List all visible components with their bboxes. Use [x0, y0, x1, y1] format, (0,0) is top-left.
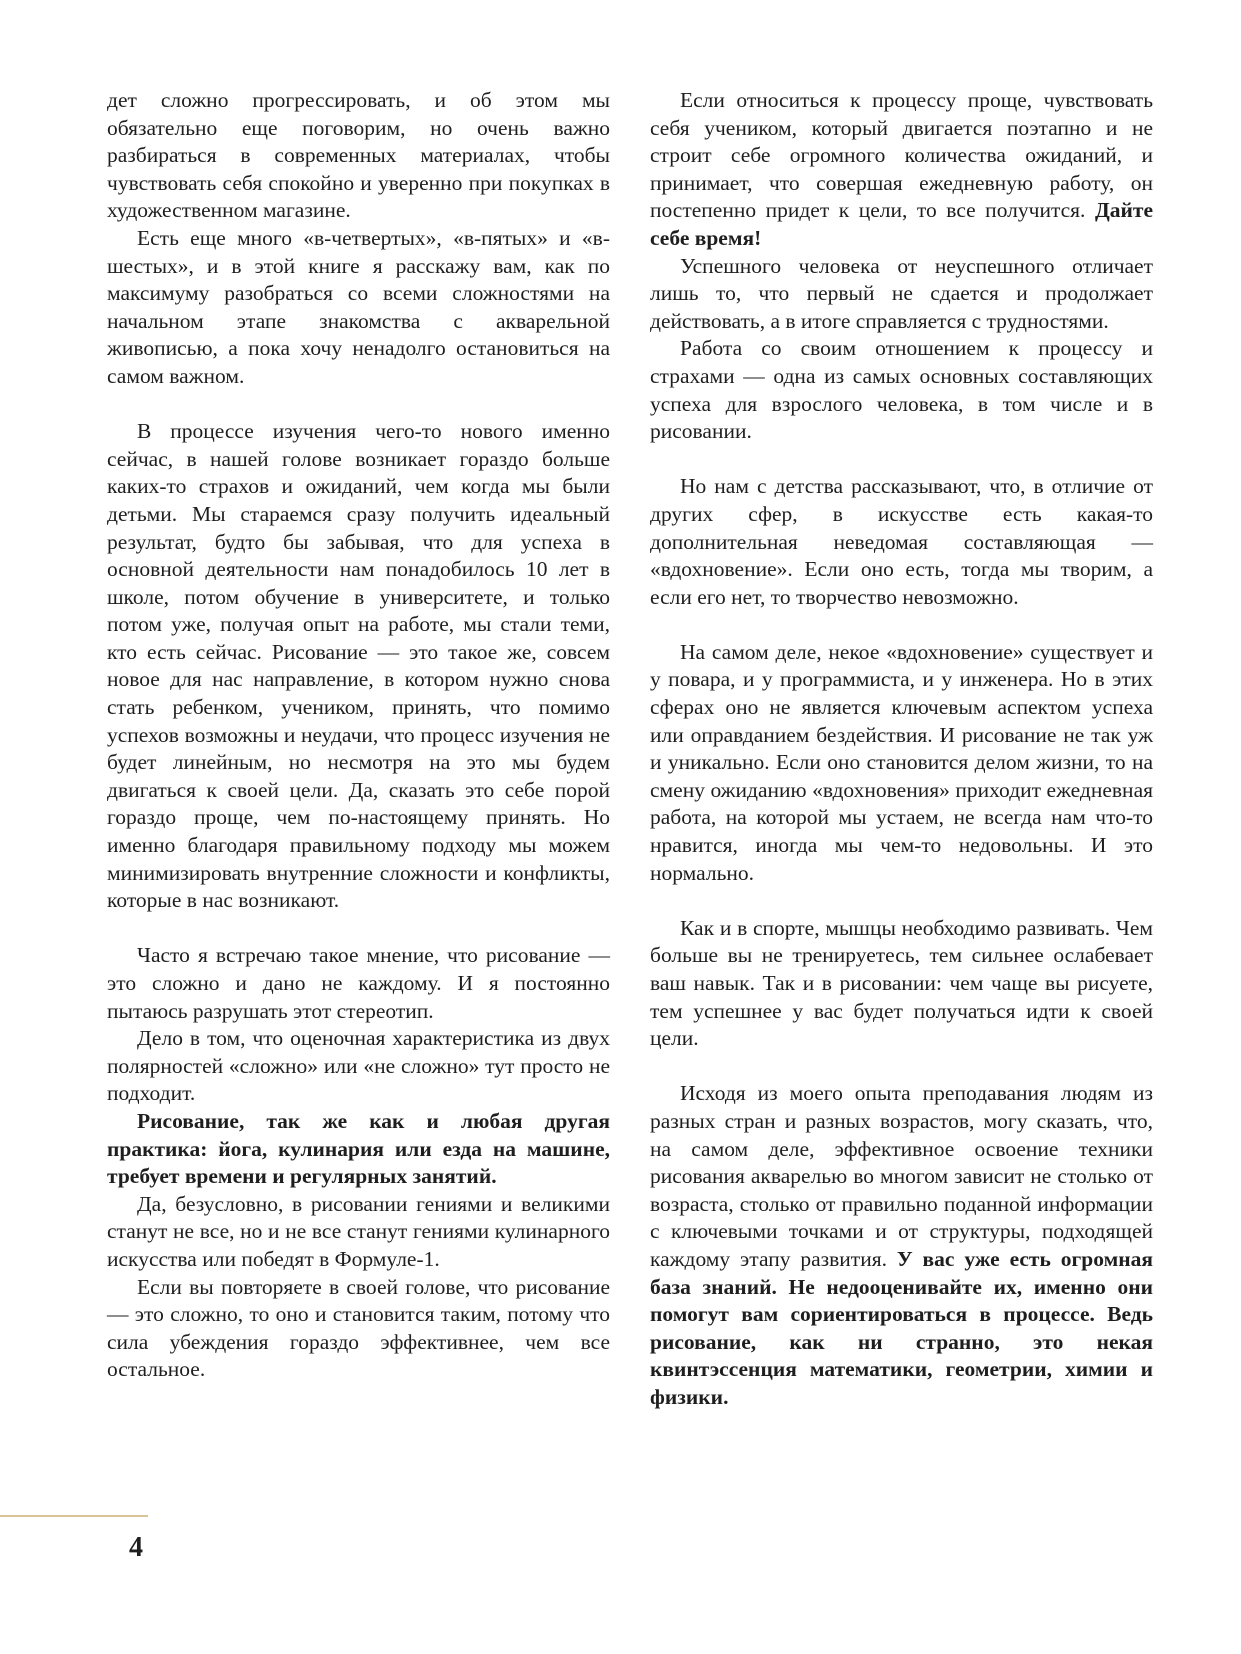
paragraph: Как и в спорте, мышцы необходимо развивать. Чем больше вы не тренируетесь, тем сильнее ослабевает ваш навык. Так и в рисовании: чем чаще вы рисуете, тем успешнее у вас будет получаться идти к своей цели.: [650, 915, 1153, 1051]
paragraph: Есть еще много «в-четвертых», «в-пятых» и «в-шестых», и в этой книге я расскажу вам, как по максимуму разобраться со всеми сложностями на начальном этапе знакомства с акварельной живописью, а пока хочу ненадолго остановиться на самом важном.: [107, 225, 610, 388]
footer-rule: [0, 1515, 148, 1517]
paragraph-gap: [650, 446, 1153, 474]
paragraph-gap: [650, 1053, 1153, 1081]
right-column: [650, 87, 1153, 1412]
paragraph-text: Исходя из моего опыта преподавания людям из разных стран и разных возрастов, могу сказать, что, на самом деле, эффективное освоение техники рисования акварелью во многом зависит не столько от возраста, столько от правильно поданной информации с ключевыми точками и от структуры, подходящей каждому этапу развития.: [650, 1081, 1153, 1271]
paragraph: Успешного человека от неуспешного отличает лишь то, что первый не сдается и продолжает действовать, а в итоге справляется с трудностями.: [650, 253, 1153, 333]
paragraph: Но нам с детства рассказывают, что, в отличие от других сфер, в искусстве есть какая-то дополнительная неведомая составляющая — «вдохновение». Если оно есть, тогда мы творим, а если его нет, то творчество невозможно.: [650, 474, 1153, 609]
paragraph: [650, 1080, 1153, 1411]
paragraph: Работа со своим отношением к процессу и страхами — одна из самых основных составляющих успеха для взрослого человека, в том числе и в рисовании.: [650, 336, 1153, 444]
paragraph: Часто я встречаю такое мнение, что рисование — это сложно и дано не каждому. И я постоянно пытаюсь разрушать этот стереотип.: [107, 943, 610, 1023]
paragraph-emphasis: Дайте себе время!: [650, 198, 1153, 250]
paragraph-gap: [650, 611, 1153, 639]
paragraph: На самом деле, некое «вдохновение» существует и у повара, и у программиста, и у инженера. Но в этих сферах оно не является ключевым аспектом успеха или оправданием бездействия. И рисование не так уж и уникально. Если оно становится делом жизни, то на смену ожиданию «вдохновения» приходит ежедневная работа, на которой мы устаем, не всегда нам что-то нравится, иногда мы чем-то недовольны. И это нормально.: [650, 639, 1153, 885]
paragraph: [650, 87, 1153, 253]
paragraph-gap: [107, 915, 610, 943]
paragraph: В процессе изучения чего-то нового именно сейчас, в нашей голове возникает гораздо больше каких-то страхов и ожиданий, чем когда мы были детьми. Мы стараемся сразу получить идеальный результат, будто бы забывая, что для успеха в основной деятельности нам понадобилось 10 лет в школе, потом обучение в университете, и только потом уже, получая опыт на работе, мы стали теми, кто есть сейчас. Рисование — это такое же, совсем новое для нас направление, в котором нужно снова стать ребенком, учеником, принять, что помимо успехов возможны и неудачи, что процесс изучения не будет линейным, но несмотря на это мы будем двигаться к своей цели. Да, сказать это себе порой гораздо проще, чем по-настоящему принять. Но именно благодаря правильному подходу мы можем минимизировать внутренние сложности и конфликты, которые в нас возникают.: [107, 419, 610, 913]
paragraph: дет сложно прогрессировать, и об этом мы обязательно еще поговорим, но очень важно разбираться в современных материалах, чтобы чувствовать себя спокойно и уверенно при покупках в художественном магазине.: [107, 88, 610, 223]
paragraph: Если вы повторяете в своей голове, что рисование — это сложно, то оно и становится таким, потому что сила убеждения гораздо эффективнее, чем все остальное.: [107, 1274, 610, 1382]
paragraph-emphasis: У вас уже есть огромная база знаний. Не недооценивайте их, именно они помогут вам сориентироваться в процессе. Ведь рисование, как ни странно, это некая квинтэссенция математики, геометрии, химии и физики.: [650, 1246, 1153, 1409]
left-column: [107, 87, 610, 1384]
paragraph-text: Если относиться к процессу проще, чувствовать себя учеником, который двигается поэтапно и не строит себе огромного количества ожиданий, и принимает, что совершая ежедневную работу, он постепенно придет к цели, то все получится.: [650, 88, 1153, 223]
paragraph-gap: [107, 391, 610, 419]
paragraph: Дело в том, что оценочная характеристика из двух полярностей «сложно» или «не сложно» тут просто не подходит.: [107, 1026, 610, 1106]
page-number: 4: [129, 1532, 143, 1563]
paragraph-gap: [650, 887, 1153, 915]
paragraph: Да, безусловно, в рисовании гениями и великими станут не все, но и не все станут гениями кулинарного искусства или победят в Формуле-1.: [107, 1191, 610, 1271]
paragraph-bold: Рисование, так же как и любая другая практика: йога, кулинария или езда на машине, требует времени и регулярных занятий.: [107, 1108, 610, 1189]
